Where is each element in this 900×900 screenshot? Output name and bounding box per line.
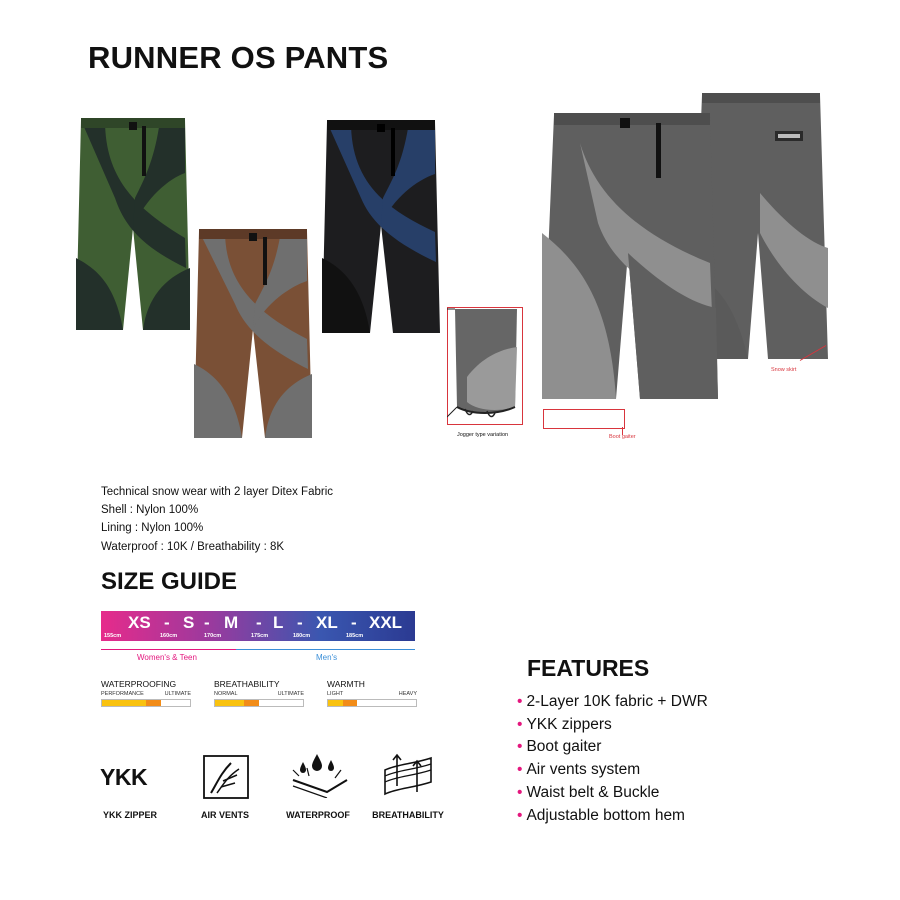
icon-label-breathability: BREATHABILITY xyxy=(372,810,444,820)
rating-segment xyxy=(117,700,132,706)
rating-segment xyxy=(230,700,245,706)
height-160: 160cm xyxy=(160,633,178,639)
feature-item: • YKK zippers xyxy=(517,714,708,737)
rating-low: PERFORMANCE xyxy=(101,691,144,697)
size-guide-title: SIZE GUIDE xyxy=(101,568,238,595)
rating-segment xyxy=(259,700,274,706)
rating-segment xyxy=(274,700,289,706)
rating-segment xyxy=(343,700,358,706)
size-separator: - xyxy=(164,613,170,632)
rating-segment xyxy=(288,700,303,706)
rating-segment xyxy=(146,700,161,706)
description-line: Waterproof : 10K / Breathability : 8K xyxy=(101,540,285,553)
rating-low: NORMAL xyxy=(214,691,238,697)
height-170: 170cm xyxy=(204,633,222,639)
boot-gaiter-label: Boot gaiter xyxy=(609,434,636,440)
boot-gaiter-box xyxy=(543,409,625,429)
rating-warmth xyxy=(327,679,417,707)
ykk-logo-icon: YKK xyxy=(100,764,148,790)
rating-segment xyxy=(357,700,372,706)
icon-label-waterproof: WATERPROOF xyxy=(286,810,350,820)
rating-segment xyxy=(401,700,416,706)
size-separator: - xyxy=(204,613,210,632)
men-range-line xyxy=(236,649,415,650)
women-group-label: Women's & Teen xyxy=(137,653,197,662)
size-xl: XL xyxy=(316,613,338,632)
rating-segment xyxy=(244,700,259,706)
rating-segment xyxy=(372,700,387,706)
features-list xyxy=(517,691,708,827)
gray-pants-front-image xyxy=(540,113,720,403)
size-separator: - xyxy=(351,613,357,632)
features-title: FEATURES xyxy=(527,655,650,681)
page-title: RUNNER OS PANTS xyxy=(88,40,389,75)
description-line: Shell : Nylon 100% xyxy=(101,504,199,517)
height-180: 180cm xyxy=(293,633,311,639)
product-description xyxy=(101,483,333,556)
rating-label: WATERPROOFING xyxy=(101,679,177,689)
size-guide-bar xyxy=(101,611,415,641)
air-vents-icon xyxy=(203,755,249,799)
rating-segment xyxy=(102,700,117,706)
height-175: 175cm xyxy=(251,633,269,639)
feature-item: • Adjustable bottom hem xyxy=(517,805,708,828)
rating-segment xyxy=(161,700,176,706)
size-separator: - xyxy=(256,613,262,632)
description-line: Lining : Nylon 100% xyxy=(101,522,204,535)
rating-segment xyxy=(328,700,343,706)
size-separator: - xyxy=(297,613,303,632)
snow-skirt-label: Snow skirt xyxy=(771,367,797,373)
women-range-line xyxy=(101,649,236,650)
rating-low: LIGHT xyxy=(327,691,344,697)
rating-breathability xyxy=(214,679,304,707)
icon-label-ykk: YKK ZIPPER xyxy=(102,810,157,820)
rating-bar xyxy=(101,699,191,707)
rating-waterproofing xyxy=(101,679,191,707)
jogger-detail-image xyxy=(447,307,523,425)
size-s: S xyxy=(183,613,195,632)
feature-item: • Air vents system xyxy=(517,759,708,782)
rating-high: ULTIMATE xyxy=(277,691,304,697)
rating-high: ULTIMATE xyxy=(164,691,191,697)
rating-segment xyxy=(175,700,190,706)
size-m: M xyxy=(224,613,239,632)
feature-item: • Boot gaiter xyxy=(517,736,708,759)
rating-segment xyxy=(387,700,402,706)
breathability-icon xyxy=(383,752,433,798)
brown-pants-image xyxy=(193,229,313,440)
height-185: 185cm xyxy=(346,633,364,639)
black-navy-pants-image xyxy=(321,120,441,335)
waterproof-icon xyxy=(289,752,351,798)
rating-label: WARMTH xyxy=(327,679,365,689)
green-pants-image xyxy=(75,118,191,333)
rating-bar xyxy=(214,699,304,707)
size-xs: XS xyxy=(128,613,151,632)
height-155: 155cm xyxy=(104,633,122,639)
rating-segment xyxy=(131,700,146,706)
icon-label-air-vents: AIR VENTS xyxy=(200,810,249,820)
feature-item: • 2-Layer 10K fabric + DWR xyxy=(517,691,708,714)
rating-segment xyxy=(215,700,230,706)
feature-item: • Waist belt & Buckle xyxy=(517,782,708,805)
description-line: Technical snow wear with 2 layer Ditex Fabric xyxy=(101,486,334,498)
rating-high: HEAVY xyxy=(398,691,417,697)
men-group-label: Men's xyxy=(316,653,338,662)
size-l: L xyxy=(273,613,284,632)
rating-bar xyxy=(327,699,417,707)
rating-label: BREATHABILITY xyxy=(214,679,280,689)
jogger-label: Jogger type variation xyxy=(457,432,509,438)
size-xxl: XXL xyxy=(369,613,403,632)
